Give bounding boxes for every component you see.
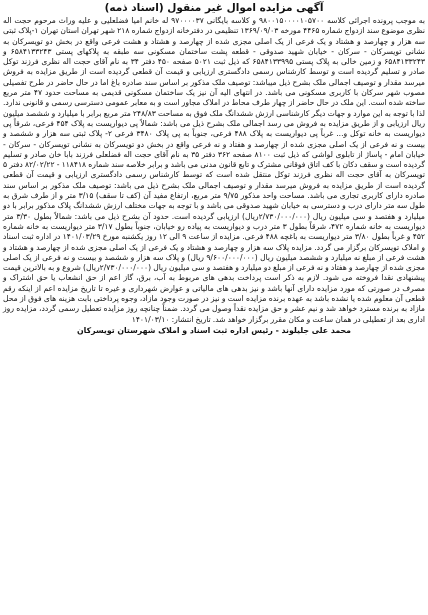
notice-title: آگهی مزایده اموال غیر منقول (اسناد ذمه) [104, 2, 324, 14]
notice-signature: محمد علی جلیلوند - رئیس اداره ثبت اسناد و املاک شهرستان تویسرکان [76, 325, 352, 335]
notice-body: به موجب پرونده اجرائی کلاسه ۹۸۰۰۱۵۰۰۰۰۱۰۵۷۰۰ و کلاسه بایگانی ۹۷۰۰۰۰۳۷ له خانم امیا فضلعلیی و علیه وراث مرحوم حجت اله نظری موضوع سند ازدواج شماره ۴۴۶۵ مورخه ۱۳۶۹/۰۹/۰۳ تنظیمی در دفترخانه ازدواج شماره ۲۱۸ شهر تهران استان تهران ۱-پلاک ثبتی سه هزار و چهارصد و هشتاد و یک فرعی از یک اصلی مجزی شده از چهارصد و هشتاد و هشت فرعی واقع در بخش دو تویسرکان به نشانی تویسرکان - سرکان - خیابان شهید صدوقی - قطعه پشت ساختمان مسکونی سه طبقه به پلاکهای پستی ۶۵۸۴۱۳۳۲۴۳ و ۶۵۸۴۱۳۳۲۴۳ و زمین خالی به پلاک پستی ۶۵۸۴۱۳۳۹۹۵ که ذیل ثبت ۵۰۲۱ صفحه ۴۵۰ دفتر ۳۴ به نام آقای حجت اله نظری فرزند توکل صادر و تسلیم گردیده است و توسط کارشناس رسمی دادگستری ارزیابی و قیمت آن قطعی گردیده است از طریق مزایده به فروش میرسد مقدار و توصیف اجمالی ملک بشرح ذیل میباشد: توصیف ملک مذکور بر اساس سند صادره باغ اما در حال حاضر در طرح تفصیلی مصوب شهر سرکان با کاربری مسکونی می باشد. در انتهای الیه آن نیز یک ساختمان مسکونی قدیمی به مساحت حدود ۴۷ متر مربع ساخته شده است. این ملک در حال حاضر از چهار طرف محاط در املاک مجاور است و به معابر عمومی دسترسی رسمی و قانونی ندارد. لذا با توجه به این موارد و جهات دیگر کارشناسی ارزش ششدانگ ملک فوق به مساحت ۲۴۸/۸۳ متر مربع برابر با میلیارد و ششصد میلیون ریال ارزیابی و از طریق مزایده به فروش می رسد اجمالی ملک بشرح ذیل می باشد: شمالاً پی دیواریست به پلاک ۴۵۴ فرعی، شرقاً پی دیواریست به خانه توکل و... غرباً پی دیواریست به پلاک ۴۸۸ فرعی، جنوباً به پی پلاک ۳۴۸۰ فرعی ۲- پلاک ثبتی سه هزار و ششصد و بیست و نه فرعی از یک اصلی مجزی شده از چهارصد و هفتاد و نه فرعی واقع در بخش دو تویسرکان به نشانی تویسرکان - سرکان - خیابان امام - پاساژ از تابلوی لواشی که ذیل ثبت ۸۱۰۰ صفحه ۳۶۲ دفتر ۳۵ به نام آقای حجت اله فضلعلی فرزند بابا خان صادر و تسلیم گردیده است و سقف دکان با کف اتاق فوقانی مشترک و تابع قانون مدنی می باشد و برابر خلاصه سند شماره ۱۱۸۴۱۸ - ۸۲/۰۲/۲۲ دفتر ۵ تویسرکان به آقای حجت اله نظری فرزند توکل منتقل شده است که توسط کارشناس رسمی دادگستری ارزیابی و قیمت آن قطعی گردیده است از طریق مزایده به فروش میرسد مقدار و توصیف اجمالی ملک بشرح ذیل می باشد: توصیف ملک مذکور بر اساس سند صادره دارای کاربری تجاری می باشد. مساحت واحد مذکور ۹/۷۵ متر مربع، ارتفاع مفید آن (کف تا سقف) ۳/۱۵ متر و از طرف شرق به طول سه متر دارای درب و دسترسی به خیابان شهید صدوقی می باشد و با توجه به جهات مختلف ارزش ششدانگ پلاک مذکور برابر با دو میلیارد و هفتصد و سی میلیون ریال (۲/۷۳۰/۰۰۰/۰۰۰ریال) ارزیابی گردیده است. حدود آن بشرح ذیل می باشد: شمالاً بطول ۳/۳۰ متر دیواریست به خانه شماره ۴۷۲، شرقاً بطول ۳ متر درب و دیواریست به پیاده رو خیابان، جنوباً بطول ۳/۱۷ متر دیواریست به خانه شماره ۴۵۲ و غرباً بطول ۳/۸۰ متر دیواریست به باغچه ۴۸۸ فرعی. مزایده از ساعت ۹ الی ۱۲ روز یکشنبه مورخ ۱۴۰۱/۰۳/۲۹ در اداره ثبت اسناد و املاک تویسرکان برگزار می گردد. مزایده پلاک سه هزار و چهارصد و هشتاد و یک فرعی از یک اصلی مجزی شده از چهارصد و هشتاد و هشت فرعی از مبلغ نه میلیارد و ششصد میلیون ریال (۹/۶۰۰/۰۰۰/۰۰۰ ریال) و پلاک سه هزار و ششصد و بیست و نه فرعی از یک اصلی مجزی شده از چهارصد و هفتاد و نه فرعی از مبلغ دو میلیارد و هفتصد و سی میلیون ریال (۲/۷۳۰/۰۰۰/۰۰۰ریال) شروع و به بالاترین قیمت پیشنهادی نقدا فروخته می شود. لازم به ذکر است پرداخت بدهی های مربوط به آب، برق، گاز اعم از حق انشعاب یا حق اشتراک و مصرف در صورتی که مورد مزایده دارای آنها باشد و نیز بدهی های مالیاتی و عوارض شهرداری و غیره تا تاریخ مزایده اعم از اینکه رقم قطعی آن معلوم شده یا نشده باشد به عهده برنده مزایده است و نیز در صورت وجود مازاد، وجوه پرداختی بابت هزینه های فوق از محل مازاد به برنده مسترد خواهد شد و نیم عشر و حق مزایده نقداً وصول می گردد. ضمناً چنانچه روز مزایده تعطیل رسمی گردد، مزایده روز اداری بعد از تعطیلی در همان ساعت و مکان مقرر برگزار خواهد شد. تاریخ انتشار: ۱۴۰۱/۰۳/۱۰ [3, 16, 426, 324]
auction-notice [3, 2, 425, 613]
